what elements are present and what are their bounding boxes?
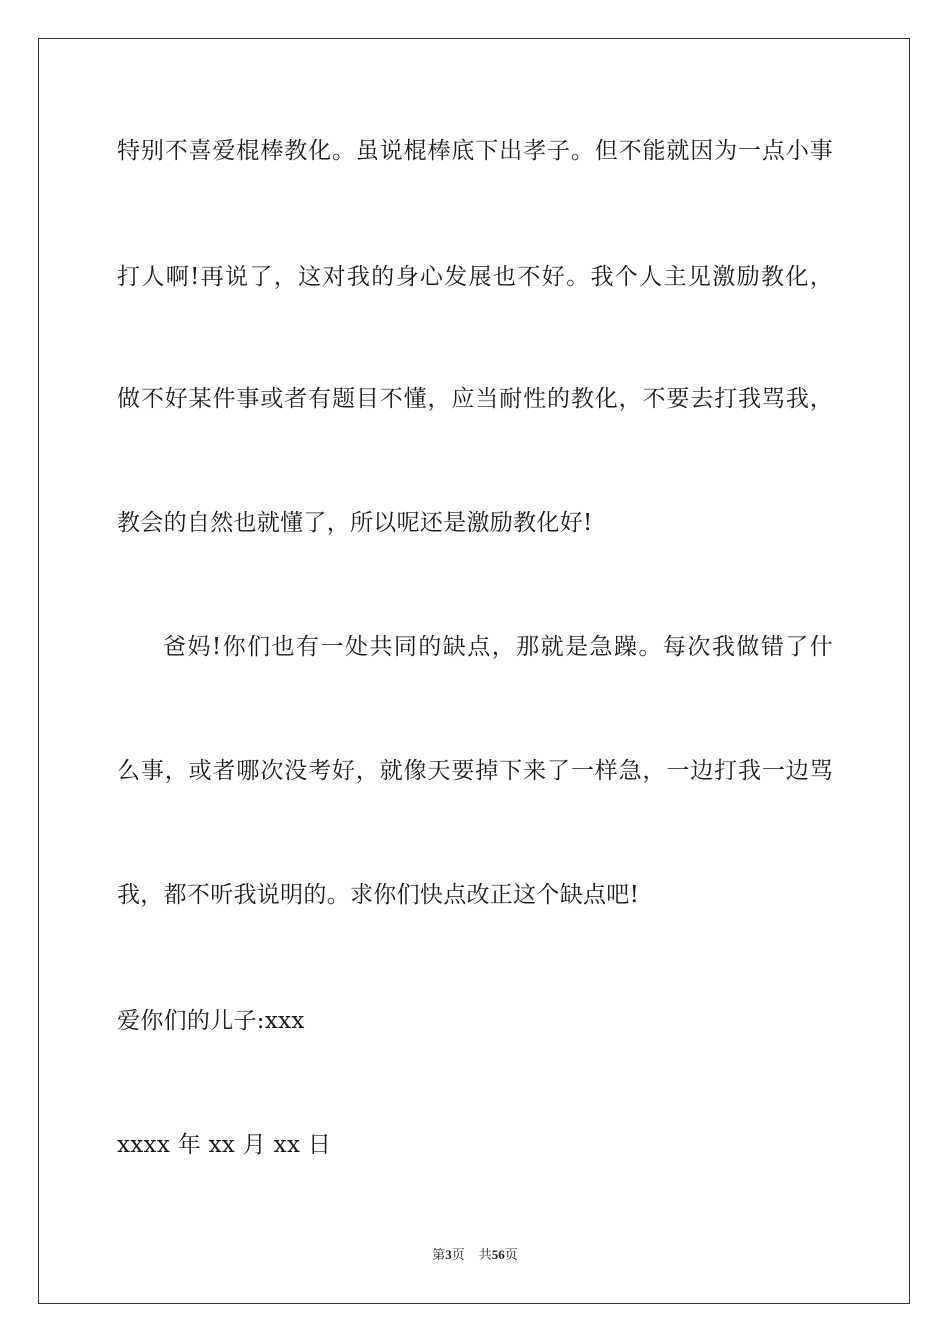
footer-total-prefix: 共: [478, 1247, 492, 1262]
footer-total-pages: 56: [491, 1247, 505, 1262]
footer-page-suffix: 页: [451, 1247, 465, 1262]
paragraph-line: 打人啊!再说了，这对我的身心发展也不好。我个人主见激励教化，: [117, 264, 833, 290]
paragraph-line: 我，都不听我说明的。求你们快点改正这个缺点吧!: [117, 882, 640, 908]
paragraph-line: 特别不喜爱棍棒教化。虽说棍棒底下出孝子。但不能就因为一点小事: [117, 138, 833, 164]
date-line: xxxx 年 xx 月 xx 日: [117, 1132, 332, 1158]
footer-total-suffix: 页: [504, 1247, 518, 1262]
paragraph-line-indented: 爸妈!你们也有一处共同的缺点，那就是急躁。每次我做错了什: [163, 634, 833, 660]
paragraph-line: 么事，或者哪次没考好，就像天要掉下来了一样急，一边打我一边骂: [117, 758, 833, 784]
page-footer: [0, 1246, 950, 1264]
page-border: [38, 38, 910, 1304]
footer-page-number: 3: [445, 1247, 452, 1262]
paragraph-line: 教会的自然也就懂了，所以呢还是激励教化好!: [117, 510, 593, 536]
signature-line: 爱你们的儿子:xxx: [117, 1008, 305, 1034]
paragraph-line: 做不好某件事或者有题目不懂，应当耐性的教化，不要去打我骂我，: [117, 386, 833, 412]
footer-prefix: 第: [432, 1247, 446, 1262]
